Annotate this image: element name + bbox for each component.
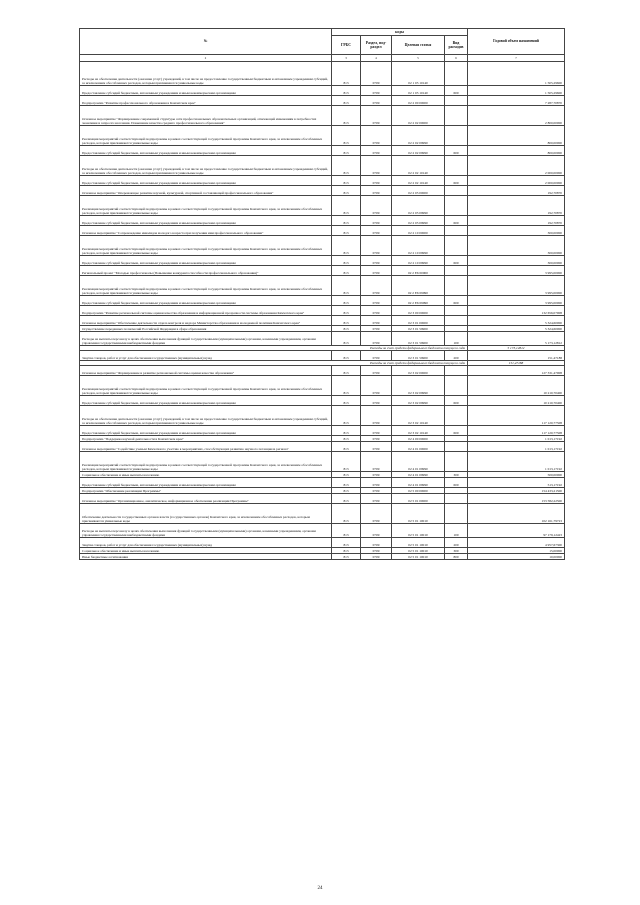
grbs-cell: 813 [332, 306, 361, 316]
table-row [80, 216, 565, 226]
target-article-cell: 02 2 03 00000 [392, 186, 445, 196]
grbs-cell: 813 [332, 396, 361, 406]
note-label: Расходы за счет средств федерального бюджета текущего года [80, 346, 468, 351]
razdel-cell: 0709 [361, 472, 392, 478]
expense-name-cell: Предоставление субсидий бюджетным, автономным учреждениям и иным некоммерческим организациям [80, 396, 332, 406]
expense-name-cell: Подпрограмма "Обеспечение реализации Программы" [80, 488, 332, 494]
col-amount-header: Годовой объем назначений [468, 29, 565, 55]
razdel-cell: 0709 [361, 106, 392, 126]
table-row [80, 62, 565, 86]
amount-cell: 117 120,77508 [468, 406, 565, 426]
expense-name-cell: Расходы на обеспечение деятельности (оказание услуг) учреждений, в том числе на предоставление государственным бюджетным и автономным учреждениям субсидий, за исключением обособленных расходов, которым присваиваются уникальные коды [80, 406, 332, 426]
budget-rows [80, 62, 565, 560]
expense-name-cell: Обеспечение деятельности государственных органов власти (государственных органов) Камчатского края, за исключением обособленных расходов, которым присваиваются уникальные коды [80, 504, 332, 524]
target-article-cell: 02 5 01 10010 [392, 548, 445, 554]
amount-cell: 151,47188 [468, 351, 565, 361]
index-cell: 5 [392, 55, 445, 62]
amount-cell: 3 995,00000 [468, 266, 565, 276]
table-row [80, 196, 565, 216]
target-article-cell: 02 4 00 00000 [392, 436, 445, 442]
grbs-cell: 813 [332, 351, 361, 361]
grbs-cell: 813 [332, 366, 361, 376]
grbs-cell: 813 [332, 266, 361, 276]
amount-cell: 4 957,67300 [468, 538, 565, 548]
table-row [80, 504, 565, 524]
target-article-cell: 02 3 01 00000 [392, 316, 445, 326]
razdel-cell: 0709 [361, 216, 392, 226]
codes-header: коды [332, 29, 468, 36]
razdel-cell: 0709 [361, 266, 392, 276]
grbs-cell: 813 [332, 472, 361, 478]
razdel-cell: 0709 [361, 554, 392, 560]
table-row [80, 538, 565, 548]
razdel-cell: 0709 [361, 436, 392, 442]
expense-type-cell: 600 [445, 216, 468, 226]
expense-type-cell [445, 306, 468, 316]
grbs-cell: 813 [332, 426, 361, 436]
expense-name-cell: Основное мероприятие "Опережающее развитие научной, культурной, спортивной составляющей профессионального образования" [80, 186, 332, 196]
amount-cell: 500,00000 [468, 472, 565, 478]
table-row [80, 524, 565, 538]
razdel-cell: 0709 [361, 256, 392, 266]
target-article-cell: 02 5 01 10010 [392, 538, 445, 548]
target-article-cell: 02 2 02 09990 [392, 126, 445, 146]
expense-type-cell [445, 126, 468, 146]
grbs-cell: 813 [332, 442, 361, 452]
table-row [80, 176, 565, 186]
target-article-cell: 02 4 01 00000 [392, 442, 445, 452]
expense-type-cell: 200 [445, 351, 468, 361]
expense-name-cell: Расходы на обеспечение деятельности (оказание услуг) учреждений, в том числе на предоставление государственным бюджетным и автономным учреждениям субсидий, за исключением обособленных расходов, которым присваиваются уникальные коды [80, 62, 332, 86]
amount-cell: 800,00000 [468, 146, 565, 156]
expense-type-cell [445, 452, 468, 472]
expense-type-cell: 100 [445, 332, 468, 346]
target-article-cell: 02 5 01 00000 [392, 494, 445, 504]
expense-type-cell [445, 196, 468, 216]
target-article-cell: 02 2 02 10140 [392, 176, 445, 186]
grbs-cell: 813 [332, 276, 361, 296]
razdel-cell: 0709 [361, 226, 392, 236]
table-row [80, 452, 565, 472]
table-row [80, 226, 565, 236]
table-row [80, 316, 565, 326]
grbs-cell: 813 [332, 376, 361, 396]
expense-name-cell: Предоставление субсидий бюджетным, автономным учреждениям и иным некоммерческим организациям [80, 146, 332, 156]
expense-type-cell [445, 494, 468, 504]
razdel-cell: 0709 [361, 146, 392, 156]
grbs-cell: 813 [332, 406, 361, 426]
expense-type-cell [445, 186, 468, 196]
expense-type-cell [445, 236, 468, 256]
target-article-cell: 02 2 E6 00000 [392, 266, 445, 276]
razdel-cell: 0709 [361, 86, 392, 96]
expense-type-cell [445, 376, 468, 396]
razdel-cell: 0709 [361, 126, 392, 146]
target-article-cell: 02 2 10 00000 [392, 226, 445, 236]
expense-type-cell [445, 406, 468, 426]
target-article-cell: 02 3 01 59900 [392, 351, 445, 361]
amount-cell: 3 995,00000 [468, 296, 565, 306]
table-row [80, 442, 565, 452]
expense-name-cell: Предоставление субсидий бюджетным, автономным учреждениям и иным некоммерческим организациям [80, 478, 332, 488]
grbs-cell: 813 [332, 524, 361, 538]
expense-name-cell: Предоставление субсидий бюджетным, автономным учреждениям и иным некоммерческим организациям [80, 216, 332, 226]
amount-cell: 192,70870 [468, 216, 565, 226]
amount-cell: 1 013,17192 [468, 452, 565, 472]
table-row [80, 126, 565, 146]
table-row [80, 266, 565, 276]
razdel-cell: 0709 [361, 276, 392, 296]
expense-name-cell: Социальное обеспечение и иные выплаты населению [80, 548, 332, 554]
grbs-cell: 813 [332, 452, 361, 472]
target-article-cell: 02 5 01 10010 [392, 504, 445, 524]
target-article-cell: 02 3 01 59900 [392, 326, 445, 332]
target-article-cell: 02 2 E6 09990 [392, 296, 445, 306]
grbs-cell: 813 [332, 494, 361, 504]
target-article-cell: 02 1 03 10140 [392, 86, 445, 96]
target-article-cell: 02 3 02 09990 [392, 396, 445, 406]
razdel-cell: 0709 [361, 326, 392, 332]
expense-name-cell: Подпрограмма "Поддержка научной деятельности в Камчатском крае" [80, 436, 332, 442]
expense-name-cell: Расходы на выплаты персоналу в целях обеспечения выполнения функций государственными (муниципальными) органами, казенными учреждениями, органами управления государственными внебюджетными фондами [80, 524, 332, 538]
grbs-cell: 813 [332, 96, 361, 106]
target-article-cell: 02 2 03 09990 [392, 216, 445, 226]
note-label: Расходы за счет средств федерального бюджета текущего года [80, 361, 468, 366]
col-target-header: Целевая статья [392, 36, 445, 55]
expense-name-cell: Региональный проект "Молодые профессионалы (Повышение конкурентоспособности профессионального образования)" [80, 266, 332, 276]
target-article-cell: 02 1 03 10140 [392, 62, 445, 86]
amount-cell: 2 000,00000 [468, 156, 565, 176]
col-grbs-header: ГРБС [332, 36, 361, 55]
expense-name-cell: Подпрограмма "Развитие профессионального образования в Камчатском крае" [80, 96, 332, 106]
amount-cell: 7 287,70870 [468, 96, 565, 106]
expense-name-cell: Реализация мероприятий соответствующей подпрограммы в рамках соответствующей государственной программы Камчатского края, за исключением обособленных расходов, которым присваиваются уникальные коды [80, 236, 332, 256]
razdel-cell: 0709 [361, 478, 392, 488]
table-row [80, 146, 565, 156]
amount-cell: 2 000,00000 [468, 176, 565, 186]
target-article-cell: 02 3 02 00000 [392, 366, 445, 376]
amount-cell: 153 582,22500 [468, 494, 565, 504]
index-cell: 7 [468, 55, 565, 62]
amount-cell: 10 210,70400 [468, 376, 565, 396]
razdel-cell: 0709 [361, 376, 392, 396]
grbs-cell: 813 [332, 538, 361, 548]
table-row [80, 406, 565, 426]
expense-type-cell: 100 [445, 524, 468, 538]
table-row [80, 396, 565, 406]
target-article-cell: 02 3 02 10140 [392, 406, 445, 426]
razdel-cell: 0709 [361, 306, 392, 316]
grbs-cell: 813 [332, 186, 361, 196]
target-article-cell: 02 2 02 10140 [392, 156, 445, 176]
expense-type-cell [445, 62, 468, 86]
expense-type-cell: 600 [445, 176, 468, 186]
razdel-cell: 0709 [361, 494, 392, 504]
expense-name-cell: Закупка товаров, работ и услуг для обеспечения государственных (муниципальных) нужд [80, 351, 332, 361]
amount-cell: 1 013,17192 [468, 442, 565, 452]
expense-name-cell: Реализация мероприятий соответствующей подпрограммы в рамках соответствующей государственной программы Камчатского края, за исключением обособленных расходов, которым присваиваются уникальные коды [80, 196, 332, 216]
table-row [80, 376, 565, 396]
expense-type-cell [445, 366, 468, 376]
expense-type-cell: 300 [445, 548, 468, 554]
target-article-cell: 02 4 01 09990 [392, 478, 445, 488]
table-row [80, 426, 565, 436]
expense-name-cell: Осуществление переданных полномочий Российской Федерации в сфере образования [80, 326, 332, 332]
index-cell: 3 [332, 55, 361, 62]
table-row [80, 86, 565, 96]
amount-cell: 300,00000 [468, 226, 565, 236]
expense-type-cell: 800 [445, 554, 468, 560]
razdel-cell: 0709 [361, 351, 392, 361]
razdel-cell: 0709 [361, 366, 392, 376]
index-cell: 4 [361, 55, 392, 62]
grbs-cell: 813 [332, 226, 361, 236]
razdel-cell: 0709 [361, 332, 392, 346]
razdel-cell: 0709 [361, 488, 392, 494]
razdel-cell: 0709 [361, 236, 392, 256]
grbs-cell: 813 [332, 316, 361, 326]
amount-cell: 513,17192 [468, 478, 565, 488]
expense-type-cell: 600 [445, 146, 468, 156]
expense-name-cell: Основное мероприятие "Формирование современной структуры сети профессиональных образовательных организаций, отвечающей изменениям в потребностях экономики и запросах населения. Повышение качества среднего профессионального образования" [80, 106, 332, 126]
expense-name-cell: Предоставление субсидий бюджетным, автономным учреждениям и иным некоммерческим организациям [80, 176, 332, 186]
amount-cell: 5 173,12812 [468, 332, 565, 346]
grbs-cell: 813 [332, 236, 361, 256]
target-article-cell: 02 2 10 09990 [392, 256, 445, 266]
note-amount: 151,47188 [468, 361, 565, 366]
table-row [80, 494, 565, 504]
expense-name-cell: Предоставление субсидий бюджетным, автономным учреждениям и иным некоммерческим организациям [80, 426, 332, 436]
target-article-cell: 02 2 02 00000 [392, 106, 445, 126]
expense-name-cell: Предоставление субсидий бюджетным, автономным учреждениям и иным некоммерческим организациям [80, 86, 332, 96]
table-row [80, 186, 565, 196]
amount-cell: 192,70870 [468, 196, 565, 216]
target-article-cell: 02 4 01 09990 [392, 452, 445, 472]
razdel-cell: 0709 [361, 548, 392, 554]
budget-table [79, 28, 565, 560]
amount-cell: 97 179,12423 [468, 524, 565, 538]
amount-cell: 5 324,60000 [468, 326, 565, 332]
grbs-cell: 813 [332, 126, 361, 146]
expense-type-cell [445, 276, 468, 296]
grbs-cell: 813 [332, 106, 361, 126]
page-number: 24 [317, 886, 323, 891]
target-article-cell: 02 2 03 09990 [392, 196, 445, 216]
amount-cell: 5 324,60000 [468, 316, 565, 326]
expense-type-cell [445, 156, 468, 176]
razdel-cell: 0709 [361, 296, 392, 306]
target-article-cell: 02 3 02 09990 [392, 376, 445, 396]
table-row [80, 236, 565, 256]
expense-name-cell: Иные бюджетные ассигнования [80, 554, 332, 560]
expense-name-cell: Основное мероприятие "Обеспечение деятельности отдела контроля и надзора Министерства образования и молодежной политики Камчатского края" [80, 316, 332, 326]
razdel-cell: 0709 [361, 452, 392, 472]
expense-type-cell: 300 [445, 472, 468, 478]
amount-cell: 2 800,00000 [468, 106, 565, 126]
expense-name-cell: Основное мероприятие "Сопровождение инвалидов молодого возраста при получении ими профессионального образования" [80, 226, 332, 236]
target-article-cell: 02 5 01 10010 [392, 554, 445, 560]
razdel-cell: 0709 [361, 186, 392, 196]
amount-cell: 15,00000 [468, 548, 565, 554]
razdel-cell: 0709 [361, 62, 392, 86]
expense-name-cell: Расходы на выплаты персоналу в целях обеспечения выполнения функций государственными (муниципальными) органами, казенными учреждениями, органами управления государственными внебюджетными фондами [80, 332, 332, 346]
expense-type-cell [445, 316, 468, 326]
grbs-cell: 813 [332, 62, 361, 86]
col-vid-header: Вид расходов [445, 36, 468, 55]
grbs-cell: 813 [332, 436, 361, 442]
expense-name-cell: Реализация мероприятий соответствующей подпрограммы в рамках соответствующей государственной программы Камчатского края, за исключением обособленных расходов, которым присваиваются уникальные коды [80, 126, 332, 146]
target-article-cell: 02 2 00 00000 [392, 96, 445, 106]
razdel-cell: 0709 [361, 406, 392, 426]
table-row [80, 276, 565, 296]
amount-cell: 1 013,17192 [468, 436, 565, 442]
grbs-cell: 813 [332, 488, 361, 494]
expense-type-cell: 600 [445, 86, 468, 96]
expense-name-cell: Социальное обеспечение и иные выплаты населению [80, 472, 332, 478]
amount-cell: 800,00000 [468, 126, 565, 146]
razdel-cell: 0709 [361, 96, 392, 106]
grbs-cell: 813 [332, 156, 361, 176]
target-article-cell: 02 2 10 09990 [392, 236, 445, 256]
razdel-cell: 0709 [361, 156, 392, 176]
razdel-cell: 0709 [361, 426, 392, 436]
table-row [80, 106, 565, 126]
amount-cell: 300,00000 [468, 236, 565, 256]
expense-name-cell: Реализация мероприятий соответствующей подпрограммы в рамках соответствующей государственной программы Камчатского края, за исключением обособленных расходов, которым присваиваются уникальные коды [80, 276, 332, 296]
target-article-cell: 02 2 02 09990 [392, 146, 445, 156]
grbs-cell: 813 [332, 478, 361, 488]
target-article-cell: 02 3 01 59900 [392, 332, 445, 346]
grbs-cell: 813 [332, 326, 361, 332]
target-article-cell: 02 5 01 10010 [392, 524, 445, 538]
note-amount: 5 173,12812 [468, 346, 565, 351]
grbs-cell: 813 [332, 332, 361, 346]
expense-type-cell [445, 504, 468, 524]
razdel-cell: 0709 [361, 396, 392, 406]
expense-type-cell [445, 442, 468, 452]
amount-cell: 10 210,70400 [468, 396, 565, 406]
razdel-cell: 0709 [361, 316, 392, 326]
razdel-cell: 0709 [361, 524, 392, 538]
amount-cell: 1 505,29600 [468, 86, 565, 96]
target-article-cell: 02 4 01 09990 [392, 472, 445, 478]
expense-type-cell: 600 [445, 396, 468, 406]
expense-name-cell: Расходы на обеспечение деятельности (оказание услуг) учреждений, в том числе на предоставление государственным бюджетным и автономным учреждениям субсидий, за исключением обособленных расходов, которым присваиваются уникальные коды [80, 156, 332, 176]
expense-name-cell: Реализация мероприятий соответствующей подпрограммы в рамках соответствующей государственной программы Камчатского края, за исключением обособленных расходов, которым присваиваются уникальные коды [80, 452, 332, 472]
amount-cell: 127 331,47908 [468, 366, 565, 376]
table-row [80, 554, 565, 560]
table-row [80, 296, 565, 306]
table-row [80, 156, 565, 176]
grbs-cell: 813 [332, 216, 361, 226]
grbs-cell: 813 [332, 86, 361, 96]
target-article-cell: 02 5 00 00000 [392, 488, 445, 494]
target-article-cell: 02 3 00 00000 [392, 306, 445, 316]
razdel-cell: 0709 [361, 442, 392, 452]
col-razdel-header: Раздел, под-раздел [361, 36, 392, 55]
expense-type-cell: 600 [445, 426, 468, 436]
expense-name-cell: Реализация мероприятий соответствующей подпрограммы в рамках соответствующей государственной программы Камчатского края, за исключением обособленных расходов, которым присваиваются уникальные коды [80, 376, 332, 396]
expense-type-cell [445, 96, 468, 106]
amount-cell: 10,00000 [468, 554, 565, 560]
expense-name-cell: Основное мероприятие "Содействие ученым Камчатки по участию в мероприятиях, способствующих развитию научного потенциала региона" [80, 442, 332, 452]
amount-cell: 117 120,77508 [468, 426, 565, 436]
col-num-header: № [80, 29, 332, 55]
expense-name-cell: Подпрограмма "Развитие региональной системы оценки качества образования и информационной прозрачности системы образования Камчатского края" [80, 306, 332, 316]
expense-type-cell: 600 [445, 296, 468, 306]
amount-cell: 300,00000 [468, 256, 565, 266]
expense-name-cell: Предоставление субсидий бюджетным, автономным учреждениям и иным некоммерческим организациям [80, 296, 332, 306]
expense-name-cell: Предоставление субсидий бюджетным, автономным учреждениям и иным некоммерческим организациям [80, 256, 332, 266]
expense-type-cell: 600 [445, 478, 468, 488]
index-cell: 6 [445, 55, 468, 62]
amount-cell: 132 656,07908 [468, 306, 565, 316]
expense-name-cell: Основное мероприятие "Организационное, аналитическое, информационное обеспечение реализации Программы" [80, 494, 332, 504]
amount-cell: 154 433,21500 [468, 488, 565, 494]
razdel-cell: 0709 [361, 176, 392, 186]
budget-table-sheet [79, 28, 564, 560]
amount-cell: 102 161,79723 [468, 504, 565, 524]
table-row [80, 351, 565, 361]
grbs-cell: 813 [332, 146, 361, 156]
expense-name-cell: Закупка товаров, работ и услуг для обеспечения государственных (муниципальных) нужд [80, 538, 332, 548]
expense-name-cell: Основное мероприятие "Формирование и развитие региональной системы оценки качества образования" [80, 366, 332, 376]
index-cell: 2 [80, 55, 332, 62]
razdel-cell: 0709 [361, 196, 392, 216]
expense-type-cell [445, 226, 468, 236]
grbs-cell: 813 [332, 554, 361, 560]
grbs-cell: 813 [332, 296, 361, 306]
razdel-cell: 0709 [361, 538, 392, 548]
table-row [80, 306, 565, 316]
table-row [80, 96, 565, 106]
table-row [80, 478, 565, 488]
grbs-cell: 813 [332, 256, 361, 266]
column-index-row [80, 55, 565, 62]
grbs-cell: 813 [332, 504, 361, 524]
grbs-cell: 813 [332, 196, 361, 216]
grbs-cell: 813 [332, 548, 361, 554]
table-row [80, 256, 565, 266]
amount-cell: 3 995,00000 [468, 276, 565, 296]
amount-cell: 1 505,29600 [468, 62, 565, 86]
table-row [80, 332, 565, 346]
table-row [80, 366, 565, 376]
target-article-cell: 02 3 02 10140 [392, 426, 445, 436]
expense-type-cell: 200 [445, 538, 468, 548]
target-article-cell: 02 2 E6 09990 [392, 276, 445, 296]
expense-type-cell [445, 106, 468, 126]
razdel-cell: 0709 [361, 504, 392, 524]
expense-type-cell [445, 266, 468, 276]
expense-type-cell: 600 [445, 256, 468, 266]
amount-cell: 192,70870 [468, 186, 565, 196]
grbs-cell: 813 [332, 176, 361, 186]
